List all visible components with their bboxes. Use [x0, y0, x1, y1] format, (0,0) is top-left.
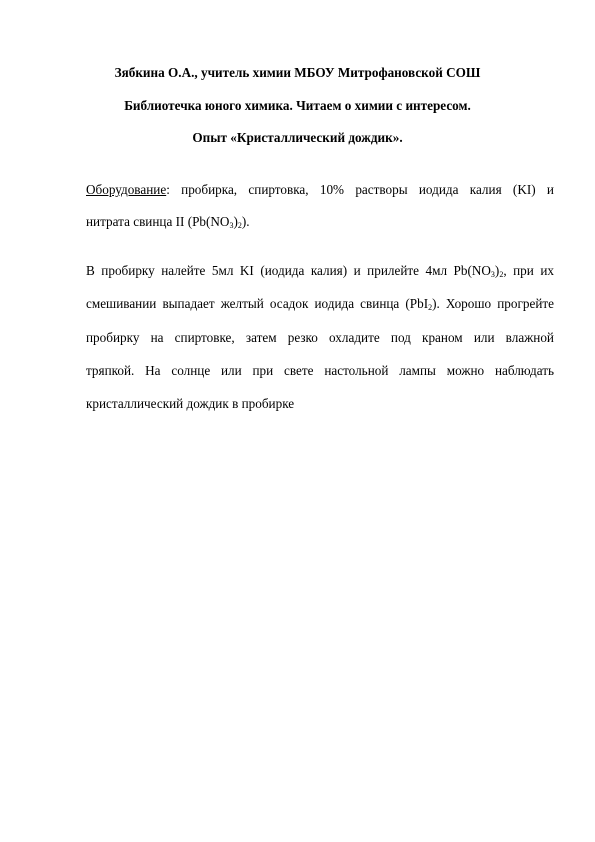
- procedure-line-3: пробирку на спиртовке, затем резко охладите под краном или влажной: [86, 330, 554, 345]
- equipment-line-1: [86, 181, 554, 199]
- procedure-text: , при их: [503, 263, 554, 278]
- equipment-list-part-2: нитрата свинца II (Pb(NO: [86, 214, 230, 229]
- subscript: 2: [237, 221, 242, 230]
- formula-part: ): [494, 263, 500, 278]
- equipment-line-2: [86, 213, 554, 231]
- formula-part: ): [233, 214, 238, 229]
- author-line: Зябкина О.А., учитель химии МБОУ Митрофановской СОШ: [114, 65, 481, 80]
- procedure-line-2: [86, 295, 554, 313]
- subscript: 3: [490, 270, 495, 279]
- subscript: 2: [428, 303, 433, 312]
- procedure-line-4: тряпкой. На солнце или при свете настольной лампы можно наблюдать: [86, 363, 554, 378]
- experiment-title: Опыт «Кристаллический дождик».: [192, 130, 403, 145]
- equipment-list-part-1: : пробирка, спиртовка, 10% растворы иодида калия (KI) и: [166, 182, 554, 197]
- procedure-line-1: [86, 262, 554, 280]
- equipment-label: Оборудование: [86, 182, 167, 197]
- procedure-text: смешивании выпадает желтый осадок иодида свинца (PbI: [86, 296, 429, 311]
- series-title: Библиотечка юного химика. Читаем о химии с интересом.: [124, 98, 471, 113]
- procedure-text: ). Хорошо прогрейте: [432, 296, 554, 311]
- procedure-line-5: кристаллический дождик в пробирке: [86, 396, 295, 411]
- subscript: 2: [499, 270, 504, 279]
- formula-end: ).: [241, 214, 250, 229]
- procedure-text: В пробирку налейте 5мл KI (иодида калия) и прилейте 4мл Pb(NO: [86, 263, 491, 278]
- subscript: 3: [229, 221, 234, 230]
